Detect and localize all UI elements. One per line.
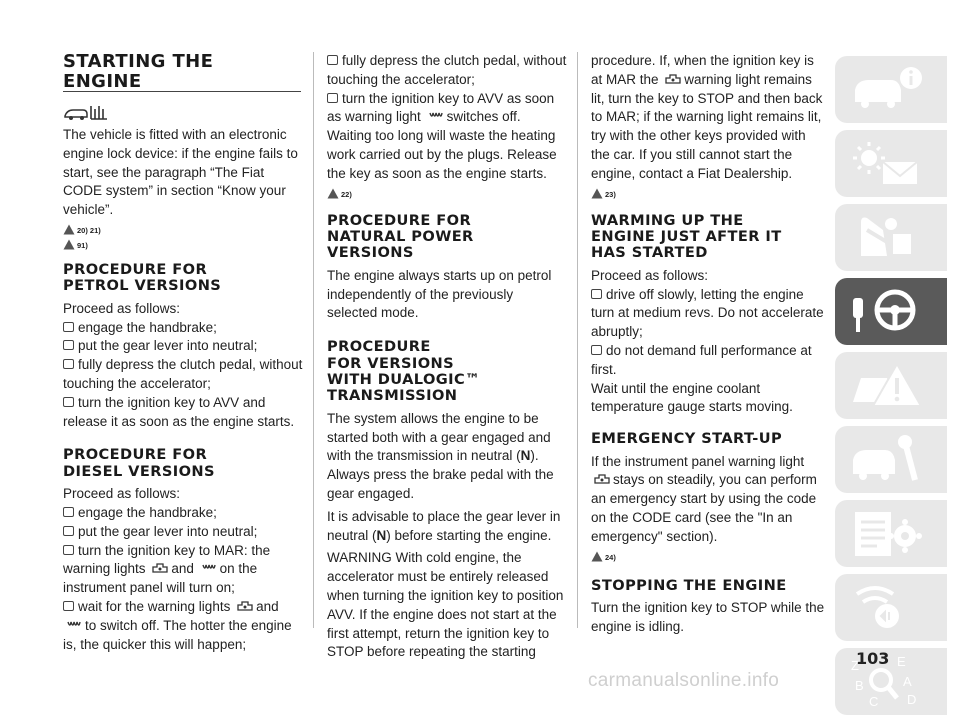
bullet-box-icon: [63, 526, 74, 536]
column-separator: [313, 52, 314, 628]
list-item: fully depress the clutch pedal, without touching the accelerator;: [63, 357, 303, 391]
multimedia-icon: [847, 580, 927, 635]
bullet-box-icon: [63, 507, 74, 517]
dualogic-text-2: It is advisable to place the gear lever in neutral (N) before starting the engine.: [327, 508, 561, 543]
bullet-box-icon: [591, 289, 602, 299]
warming-up-heading: WARMING UP THE ENGINE JUST AFTER IT HAS STARTED: [591, 211, 782, 262]
natural-power-text: The engine always starts up on petrol independently of the previously selected mode.: [327, 267, 552, 321]
list-item: wait for the warning lights and to switch off. The hotter the engine is, the quicker this will happen;: [63, 598, 292, 652]
warning-refs: 91): [63, 239, 303, 252]
diesel-intro: Proceed as follows:: [63, 486, 181, 502]
petrol-heading: PROCEDURE FOR PETROL VERSIONS: [63, 260, 222, 295]
warming-up-intro: Proceed as follows:: [591, 267, 709, 283]
column-3: [591, 52, 827, 641]
list-item: do not demand full performance at first.: [591, 342, 812, 377]
page-number: 103: [856, 649, 890, 668]
svg-text:Z: Z: [851, 658, 859, 673]
warning-refs: 22): [327, 188, 567, 201]
bullet-box-icon: [591, 345, 602, 355]
emergency-icon: [847, 358, 927, 413]
dualogic-heading: PROCEDURE FOR VERSIONS WITH DUALOGIC™ TRANSMISSION: [327, 338, 481, 405]
chapter-sidebar: [835, 56, 947, 722]
list-item: turn the ignition key to AVV as soon as warning light switches off.: [327, 90, 555, 125]
engine-lock-warning-icon: [151, 562, 169, 574]
list-item: engage the handbrake;: [63, 504, 303, 523]
warning-lights-icon: [847, 136, 927, 191]
tab-index[interactable]: [835, 648, 947, 715]
tab-emergency[interactable]: [835, 352, 947, 419]
watermark: carmanualsonline.info: [588, 670, 780, 691]
continued-text: procedure. If, when the ignition key is at MAR the warning light remains lit, turn the key to STOP and then back to MAR; if the warning light remains lit, try with the other keys provided with the car. If you still cannot start the engine, contact a Fiat Dealership.: [591, 53, 823, 181]
list-item: drive off slowly, letting the engine turn at medium revs. Do not accelerate abruptly;: [591, 286, 824, 340]
tab-car-info[interactable]: [835, 56, 947, 123]
diesel-step-list: [63, 504, 303, 654]
car-info-icon: [847, 62, 927, 117]
warning-refs: 24): [591, 551, 827, 564]
bullet-box-icon: [327, 55, 338, 65]
dualogic-warning-text: WARNING With cold engine, the accelerator must be entirely released when turning the ignition key to position AVV. If the engine does not start at the first attempt, return the ignition key to STOP before repeating the starting: [327, 550, 564, 660]
list-item: turn the ignition key to MAR: the warning lights and on the instrument panel will turn on;: [63, 542, 271, 596]
svg-text:B: B: [855, 678, 864, 693]
tab-technical-data[interactable]: [835, 500, 947, 567]
heating-paragraph: Waiting too long will waste the heating work carried out by the plugs. Release the key as soon as the engine starts.: [327, 128, 557, 181]
svg-text:C: C: [869, 694, 879, 709]
petrol-intro: Proceed as follows:: [63, 300, 181, 316]
engine-lock-warning-icon: [664, 73, 682, 85]
warning-refs: 20) 21): [63, 224, 303, 237]
engine-lock-warning-icon: [593, 473, 611, 485]
glow-plug-icon: [200, 562, 218, 574]
list-item: turn the ignition key to AVV and release it as soon as the engine starts.: [63, 394, 295, 429]
bullet-box-icon: [63, 322, 74, 332]
tab-multimedia[interactable]: [835, 574, 947, 641]
list-item: fully depress the clutch pedal, without touching the accelerator;: [327, 53, 567, 87]
warning-triangle-icon: [63, 239, 75, 250]
fiat-code-icon: [63, 104, 303, 126]
engine-lock-warning-icon: [236, 600, 254, 612]
warming-up-text: Wait until the engine coolant temperature gauge starts moving.: [591, 380, 793, 415]
list-item: engage the handbrake;: [63, 319, 303, 338]
emergency-start-heading: EMERGENCY START-UP: [591, 430, 783, 448]
natural-power-heading: PROCEDURE FOR NATURAL POWER VERSIONS: [327, 211, 474, 262]
warning-triangle-icon: [327, 188, 339, 199]
stopping-text: Turn the ignition key to STOP while the engine is idling.: [591, 599, 825, 634]
list-item: put the gear lever into neutral;: [63, 523, 303, 542]
svg-text:E: E: [897, 654, 906, 669]
bullet-box-icon: [327, 93, 338, 103]
warning-refs: 23): [591, 188, 827, 201]
intro-text: The vehicle is fitted with an electronic engine lock device: if the engine fails to start, see the paragraph “The Fiat CODE system” in section “Know your vehicle”.: [63, 127, 298, 218]
bullet-box-icon: [63, 397, 74, 407]
column-2: [327, 52, 567, 666]
tab-maintenance[interactable]: [835, 426, 947, 493]
bullet-box-icon: [63, 340, 74, 350]
petrol-step-list: [63, 319, 303, 432]
tab-warning-lights[interactable]: [835, 130, 947, 197]
glow-plug-icon: [65, 619, 83, 631]
svg-text:D: D: [907, 692, 917, 707]
safety-icon: [847, 210, 927, 265]
bullet-box-icon: [63, 545, 74, 555]
list-item: put the gear lever into neutral;: [63, 337, 303, 356]
column-separator: [577, 52, 578, 628]
diesel-heading: PROCEDURE FOR DIESEL VERSIONS: [63, 446, 215, 480]
stopping-heading: STOPPING THE ENGINE: [591, 576, 787, 594]
svg-text:A: A: [903, 674, 912, 689]
technical-data-icon: [847, 506, 927, 561]
warning-triangle-icon: [591, 188, 603, 199]
maintenance-icon: [847, 432, 927, 487]
warning-triangle-icon: [591, 551, 603, 562]
starting-driving-icon: [847, 284, 927, 339]
bullet-box-icon: [63, 601, 74, 611]
glow-plug-icon: [427, 110, 445, 122]
tab-safety[interactable]: [835, 204, 947, 271]
tab-starting-driving[interactable]: [835, 278, 947, 345]
dualogic-text-1: The system allows the engine to be started both with a gear engaged and with the transmission in neutral (N). Always press the brake pedal with the gear engaged.: [327, 410, 554, 501]
section-title: STARTING THE ENGINE: [63, 51, 214, 92]
emergency-start-text: If the instrument panel warning light stays on steadily, you can perform an emergency start by using the code on the CODE card (see the "In an emergency" section).: [591, 453, 817, 544]
warning-triangle-icon: [63, 224, 75, 235]
column-1: [63, 52, 303, 654]
bullet-box-icon: [63, 359, 74, 369]
